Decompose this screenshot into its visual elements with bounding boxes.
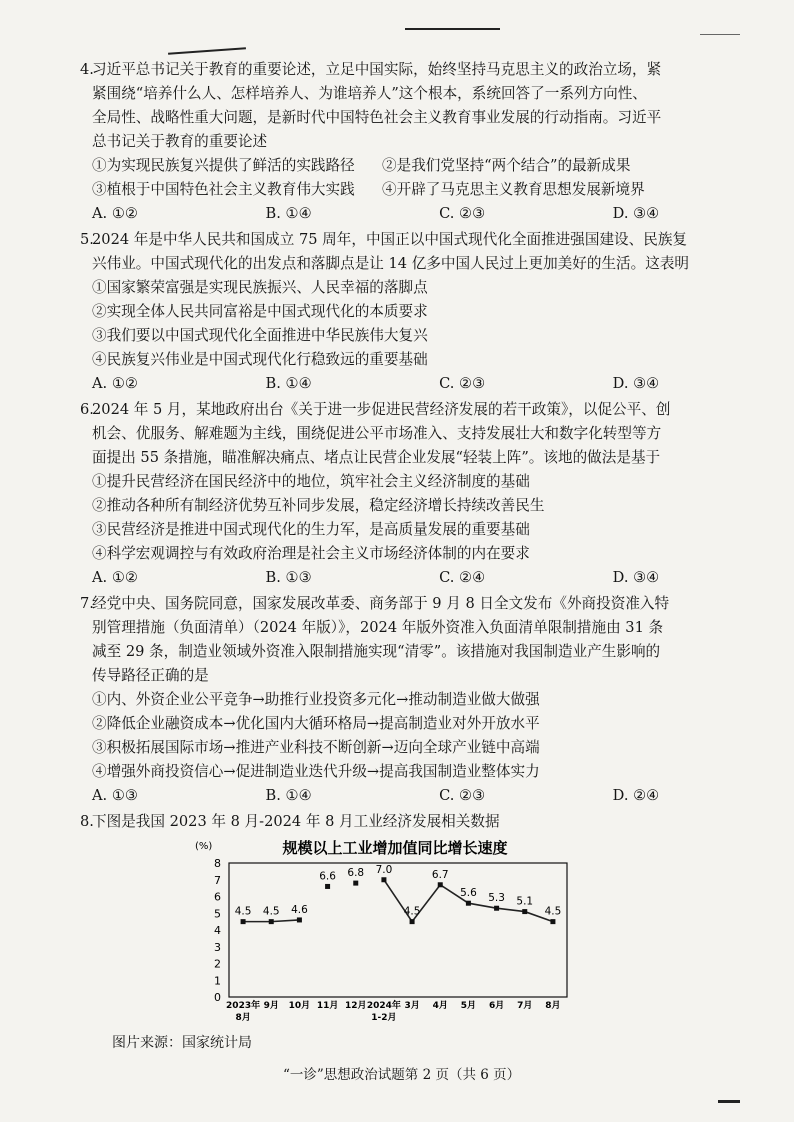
answer-b: B. ①④	[265, 787, 312, 804]
x-tick-label: 4月	[432, 1001, 448, 1011]
data-label: 6.8	[347, 867, 365, 880]
x-tick-label: 3月	[404, 1001, 420, 1011]
answer-b: B. ①④	[265, 375, 312, 392]
y-tick-label: 3	[214, 940, 221, 954]
data-point	[297, 917, 302, 922]
data-point	[381, 877, 386, 882]
data-point	[241, 919, 246, 924]
question-text-line: 2024 年是中华人民共和国成立 75 周年，中国正以中国式现代化全面推进强国建设、民族复	[92, 231, 688, 248]
y-tick-label: 7	[214, 873, 221, 887]
answer-d: D. ②④	[612, 787, 660, 804]
question-number: 8.	[80, 813, 94, 830]
option-3: ③民营经济是推进中国式现代化的生力军，是高质量发展的重要基础	[92, 521, 530, 538]
option-2: ②实现全体人民共同富裕是中国式现代化的本质要求	[92, 303, 428, 320]
data-label: 4.5	[403, 905, 421, 918]
option-3: ③植根于中国特色社会主义教育伟大实践	[92, 181, 355, 198]
data-point	[494, 906, 499, 911]
question-number: 4.	[80, 61, 94, 78]
scan-mark	[405, 28, 500, 30]
data-point	[522, 909, 527, 914]
question-8	[80, 810, 692, 834]
option-4: ④开辟了马克思主义教育思想发展新境界	[382, 181, 645, 198]
x-tick-label: 9月	[263, 1001, 279, 1011]
chart-svg	[195, 835, 575, 1035]
question-text-line: 经党中央、国务院同意，国家发展改革委、商务部于 9 月 8 日全文发布《外商投资准入特	[92, 595, 670, 612]
data-label: 4.5	[234, 905, 252, 918]
data-point	[269, 919, 274, 924]
question-number: 6.	[80, 401, 94, 418]
answer-a: A. ①③	[92, 787, 138, 804]
option-2: ②是我们党坚持“两个结合”的最新成果	[382, 157, 631, 174]
answer-c: C. ②③	[439, 787, 486, 804]
data-point	[410, 919, 415, 924]
data-label: 5.3	[488, 892, 505, 905]
scan-mark	[718, 1100, 740, 1103]
question-4	[80, 58, 692, 226]
answer-a: A. ①②	[92, 205, 138, 222]
data-point	[466, 901, 471, 906]
answer-d: D. ③④	[612, 205, 660, 222]
option-1: ①国家繁荣富强是实现民族振兴、人民幸福的落脚点	[92, 279, 428, 296]
y-axis-unit: (%)	[195, 841, 213, 852]
answer-c: C. ②③	[439, 205, 486, 222]
answer-a: A. ①②	[92, 569, 138, 586]
x-tick-label: 6月	[488, 1001, 505, 1011]
option-2: ②降低企业融资成本→优化国内大循环格局→提高制造业对外开放水平	[92, 715, 540, 732]
data-label: 6.6	[319, 870, 336, 883]
x-tick-sublabel: 8月	[235, 1013, 251, 1023]
answer-a: A. ①②	[92, 375, 138, 392]
question-number: 7.	[80, 595, 94, 612]
answer-c: C. ②③	[439, 375, 486, 392]
x-tick-label: 10月	[288, 1001, 311, 1011]
answer-d: D. ③④	[612, 375, 660, 392]
x-tick-sublabel: 1-2月	[371, 1013, 397, 1023]
x-tick-label: 12月	[344, 1001, 367, 1011]
question-7	[80, 592, 692, 808]
question-text-line: 紧围绕“培养什么人、怎样培养人、为谁培养人”这个根本，系统回答了一系列方向性、	[92, 85, 647, 102]
option-1: ①为实现民族复兴提供了鲜活的实践路径	[92, 157, 355, 174]
question-text-line: 面提出 55 条措施，瞄准解决痛点、堵点让民营企业发展“轻装上阵”。该地的做法是基于	[92, 449, 661, 466]
y-tick-label: 5	[214, 907, 221, 921]
option-2: ②推动各种所有制经济优势互补同步发展，稳定经济增长持续改善民生	[92, 497, 545, 514]
option-3: ③我们要以中国式现代化全面推进中华民族伟大复兴	[92, 327, 428, 344]
answer-d: D. ③④	[612, 569, 660, 586]
image-source: 图片来源：国家统计局	[112, 1035, 252, 1051]
question-text-line: 习近平总书记关于教育的重要论述，立足中国实际，始终坚持马克思主义的政治立场，紧	[92, 61, 662, 78]
option-1: ①提升民营经济在国民经济中的地位，筑牢社会主义经济制度的基础	[92, 473, 530, 490]
data-point	[550, 919, 555, 924]
data-point	[325, 884, 330, 889]
y-tick-label: 6	[214, 890, 221, 904]
x-tick-label: 2024年	[366, 1001, 401, 1011]
growth-chart	[195, 835, 575, 1035]
data-label: 4.5	[544, 905, 562, 918]
question-text-line: 减至 29 条，制造业领域外资准入限制措施实现“清零”。该措施对我国制造业产生影响的	[92, 643, 661, 660]
question-number: 5.	[80, 231, 94, 248]
data-label: 5.6	[460, 887, 477, 900]
question-6	[80, 398, 692, 590]
question-text-line: 总书记关于教育的重要论述	[92, 133, 268, 150]
x-tick-label: 5月	[460, 1001, 477, 1011]
question-text-line: 别管理措施（负面清单）（2024 年版）》，2024 年版外资准入负面清单限制措施由 31 条	[92, 619, 664, 636]
answer-b: B. ①④	[265, 205, 312, 222]
answer-c: C. ②④	[439, 569, 486, 586]
pen-underline	[168, 47, 246, 54]
answer-b: B. ①③	[265, 569, 312, 586]
data-point	[353, 881, 358, 886]
question-text-line: 2024 年 5 月，某地政府出台《关于进一步促进民营经济发展的若干政策》，以促公平、创	[92, 401, 671, 418]
y-tick-label: 2	[214, 957, 221, 971]
option-3: ③积极拓展国际市场→推进产业科技不断创新→迈向全球产业链中高端	[92, 739, 540, 756]
y-tick-label: 0	[214, 991, 221, 1004]
questions	[80, 58, 692, 834]
x-tick-label: 2023年	[226, 1001, 261, 1011]
question-text-line: 机会、优服务、解难题为主线，围绕促进公平市场准入、支持发展壮大和数字化转型等方	[92, 425, 662, 442]
question-text-line: 下图是我国 2023 年 8 月-2024 年 8 月工业经济发展相关数据	[92, 813, 500, 830]
chart-title: 规模以上工业增加值同比增长速度	[282, 839, 508, 857]
option-4: ④民族复兴伟业是中国式现代化行稳致远的重要基础	[92, 351, 428, 368]
page-footer: “一诊”思想政治试题第 2 页（共 6 页）	[283, 1067, 521, 1083]
question-5	[80, 228, 692, 396]
data-label: 5.1	[516, 895, 534, 908]
data-label: 4.6	[291, 903, 308, 916]
question-text-line: 全局性、战略性重大问题，是新时代中国特色社会主义教育事业发展的行动指南。习近平	[92, 109, 662, 126]
data-point	[438, 882, 443, 887]
option-4: ④增强外商投资信心→促进制造业迭代升级→提高我国制造业整体实力	[92, 763, 540, 780]
x-tick-label: 11月	[316, 1001, 339, 1011]
data-label: 6.7	[431, 868, 449, 881]
x-tick-label: 7月	[517, 1001, 533, 1011]
x-tick-label: 8月	[545, 1001, 561, 1011]
option-1: ①内、外资企业公平竞争→助推行业投资多元化→推动制造业做大做强	[92, 691, 540, 708]
question-text-line: 传导路径正确的是	[92, 667, 209, 684]
option-4: ④科学宏观调控与有效政府治理是社会主义市场经济体制的内在要求	[92, 545, 530, 562]
data-label: 7.0	[375, 863, 393, 876]
data-label: 4.5	[262, 905, 280, 918]
scan-mark	[700, 34, 740, 35]
plot-frame	[229, 863, 567, 997]
question-text-line: 兴伟业。中国式现代化的出发点和落脚点是让 14 亿多中国人民过上更加美好的生活。这表明	[92, 255, 690, 272]
y-tick-label: 4	[214, 924, 221, 937]
y-tick-label: 8	[214, 857, 221, 870]
y-tick-label: 1	[214, 974, 221, 988]
